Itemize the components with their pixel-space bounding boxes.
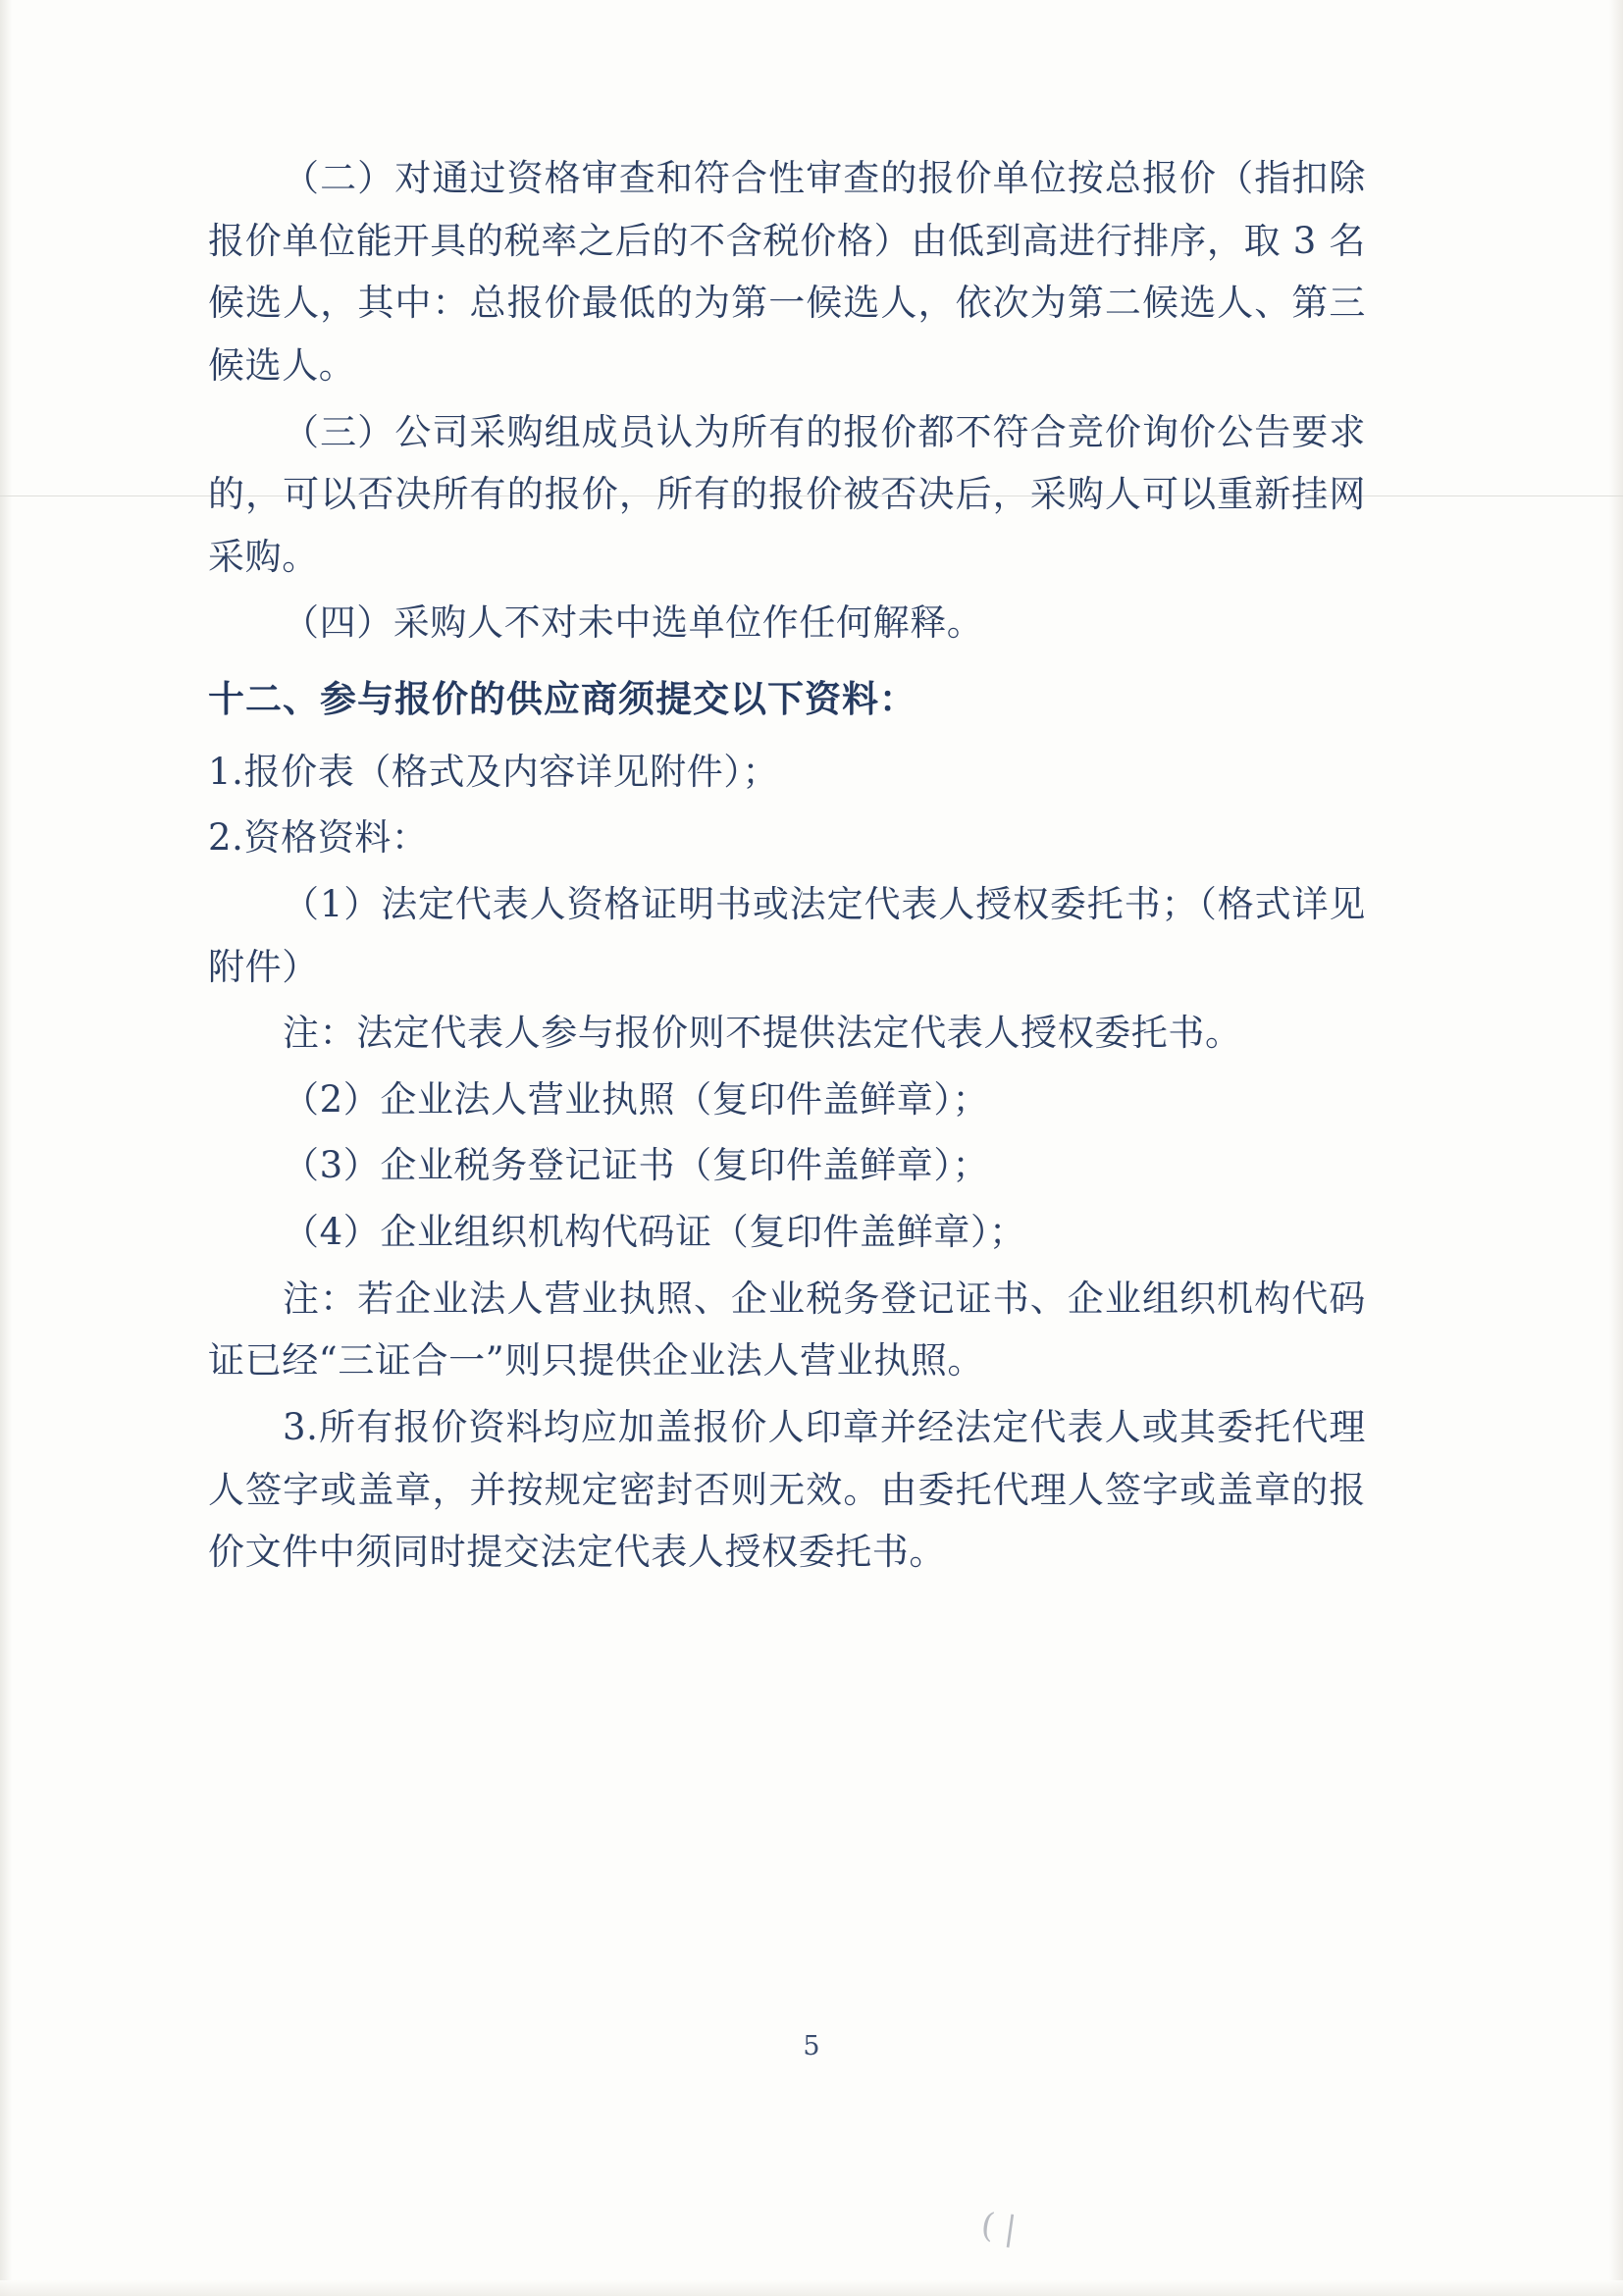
paragraph-item-1: 1.报价表（格式及内容详见附件）； — [208, 750, 780, 793]
paragraph-item-2-1: （1）法定代表人资格证明书或法定代表人授权委托书；（格式详见附件） — [208, 882, 1366, 988]
paragraph-clause-3: （三）公司采购组成员认为所有的报价都不符合竞价询价公告要求的，可以否决所有的报价，所有的报价被否决后，采购人可以重新挂网采购。 — [208, 410, 1366, 578]
stray-pen-mark — [978, 2205, 1040, 2250]
scan-edge-bottom — [0, 2280, 1623, 2296]
page-number: 5 — [803, 2031, 820, 2061]
paragraph-item-2-4: （4）企业组织机构代码证（复印件盖鲜章）； — [283, 1211, 1026, 1253]
paragraph-item-2-2: （2）企业法人营业执照（复印件盖鲜章）； — [283, 1077, 990, 1121]
paragraph-clause-2: （二）对通过资格审查和符合性审查的报价单位按总报价（指扣除报价单位能开具的税率之后的不含税价格）由低到高进行排序，取 3 名候选人，其中：总报价最低的为第一候选人，依次为第二候选人、第三候选人。 — [208, 157, 1366, 387]
paragraph-item-2: 2.资格资料： — [208, 816, 429, 860]
scan-edge-left — [0, 0, 12, 2296]
paragraph-note-1: 注：法定代表人参与报价则不提供法定代表人授权委托书。 — [283, 1012, 1242, 1055]
scan-edge-right — [1609, 0, 1623, 2296]
paragraph-clause-4: （四）采购人不对未中选单位作任何解释。 — [283, 601, 984, 645]
document-body — [208, 147, 1366, 1588]
stray-pen-mark-glyph: ( | — [978, 2205, 1020, 2250]
section-heading-12: 十二、参与报价的供应商须提交以下资料： — [208, 677, 916, 720]
paragraph-item-3: 3.所有报价资料均应加盖报价人印章并经法定代表人或其委托代理人签字或盖章，并按规定密封否则无效。由委托代理人签字或盖章的报价文件中须同时提交法定代表人授权委托书。 — [208, 1405, 1366, 1574]
paragraph-note-2: 注：若企业法人营业执照、企业税务登记证书、企业组织机构代码证已经“三证合一”则只提供企业法人营业执照。 — [208, 1277, 1366, 1383]
paragraph-item-2-3: （3）企业税务登记证书（复印件盖鲜章）； — [283, 1144, 990, 1187]
